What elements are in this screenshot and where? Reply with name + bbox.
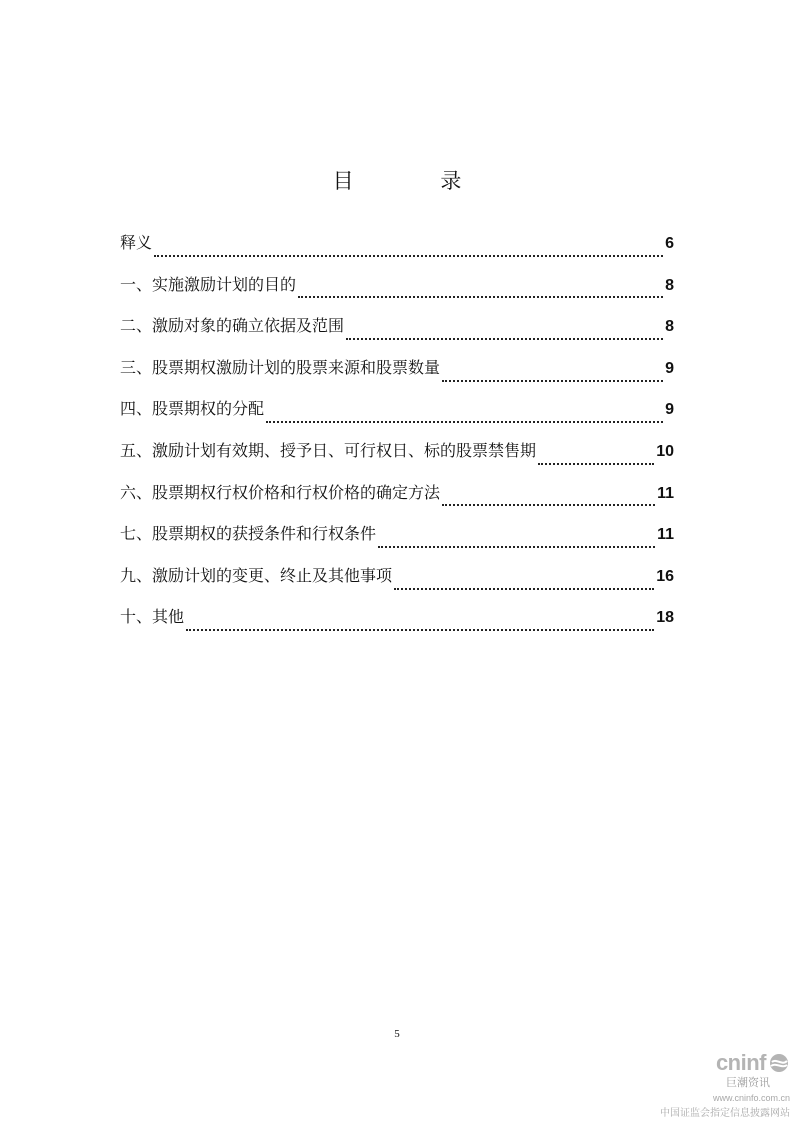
toc-entry[interactable]: [120, 436, 674, 478]
toc-entry[interactable]: [120, 561, 674, 603]
toc-entry-page: 16: [656, 567, 674, 585]
toc-entry-label: 五、激励计划有效期、授予日、可行权日、标的股票禁售期: [120, 440, 537, 460]
toc-entry[interactable]: [120, 478, 674, 520]
toc-entry[interactable]: [120, 228, 674, 270]
toc-entry[interactable]: [120, 394, 674, 436]
toc-entry-page: 9: [665, 359, 674, 377]
cninfo-brand: cninf: [715, 1050, 766, 1075]
toc-entry-label: 九、激励计划的变更、终止及其他事项: [120, 565, 393, 585]
toc-leader-dots: [442, 362, 663, 382]
toc-entry-page: 9: [665, 401, 674, 419]
toc-entry-label: 一、实施激励计划的目的: [120, 274, 297, 294]
toc-leader-dots: [538, 445, 654, 465]
page-number: 5: [394, 1028, 400, 1040]
toc-leader-dots: [442, 486, 655, 506]
cninfo-slogan: 中国证监会指定信息披露网站: [660, 1108, 790, 1119]
page-title: 目 录: [332, 169, 502, 193]
toc-leader-dots: [298, 278, 663, 298]
toc-entry-label: 十、其他: [120, 607, 185, 627]
toc-leader-dots: [378, 528, 655, 548]
toc-leader-dots: [154, 237, 663, 257]
cninfo-watermark: [640, 1050, 790, 1119]
toc-leader-dots: [186, 611, 654, 631]
toc-entry[interactable]: [120, 353, 674, 395]
cninfo-logo-icon: [768, 1053, 790, 1073]
toc-entry-label: 四、股票期权的分配: [120, 399, 265, 419]
toc-leader-dots: [394, 570, 654, 590]
toc-entry-page: 18: [656, 609, 674, 627]
toc-entry[interactable]: [120, 311, 674, 353]
toc-leader-dots: [346, 320, 663, 340]
toc-entry-label: 三、股票期权激励计划的股票来源和股票数量: [120, 357, 441, 377]
toc-leader-dots: [266, 403, 663, 423]
toc-entry-label: 二、激励对象的确立依据及范围: [120, 316, 345, 336]
cninfo-brand-cn: 巨潮资讯: [726, 1076, 770, 1089]
toc-entry[interactable]: [120, 519, 674, 561]
toc-entry-page: 11: [657, 526, 674, 544]
table-of-contents: [120, 228, 674, 644]
toc-entry-page: 8: [665, 276, 674, 294]
toc-entry-label: 释义: [120, 233, 153, 252]
toc-entry-label: 七、股票期权的获授条件和行权条件: [120, 524, 377, 544]
cninfo-url: www.cninfo.com.cn: [712, 1093, 790, 1103]
toc-entry-page: 6: [665, 235, 674, 252]
toc-entry-page: 10: [656, 442, 674, 460]
toc-entry-label: 六、股票期权行权价格和行权价格的确定方法: [120, 482, 441, 502]
toc-entry[interactable]: [120, 602, 674, 644]
toc-entry-page: 11: [657, 484, 674, 502]
toc-entry-page: 8: [665, 318, 674, 336]
toc-entry[interactable]: [120, 270, 674, 312]
